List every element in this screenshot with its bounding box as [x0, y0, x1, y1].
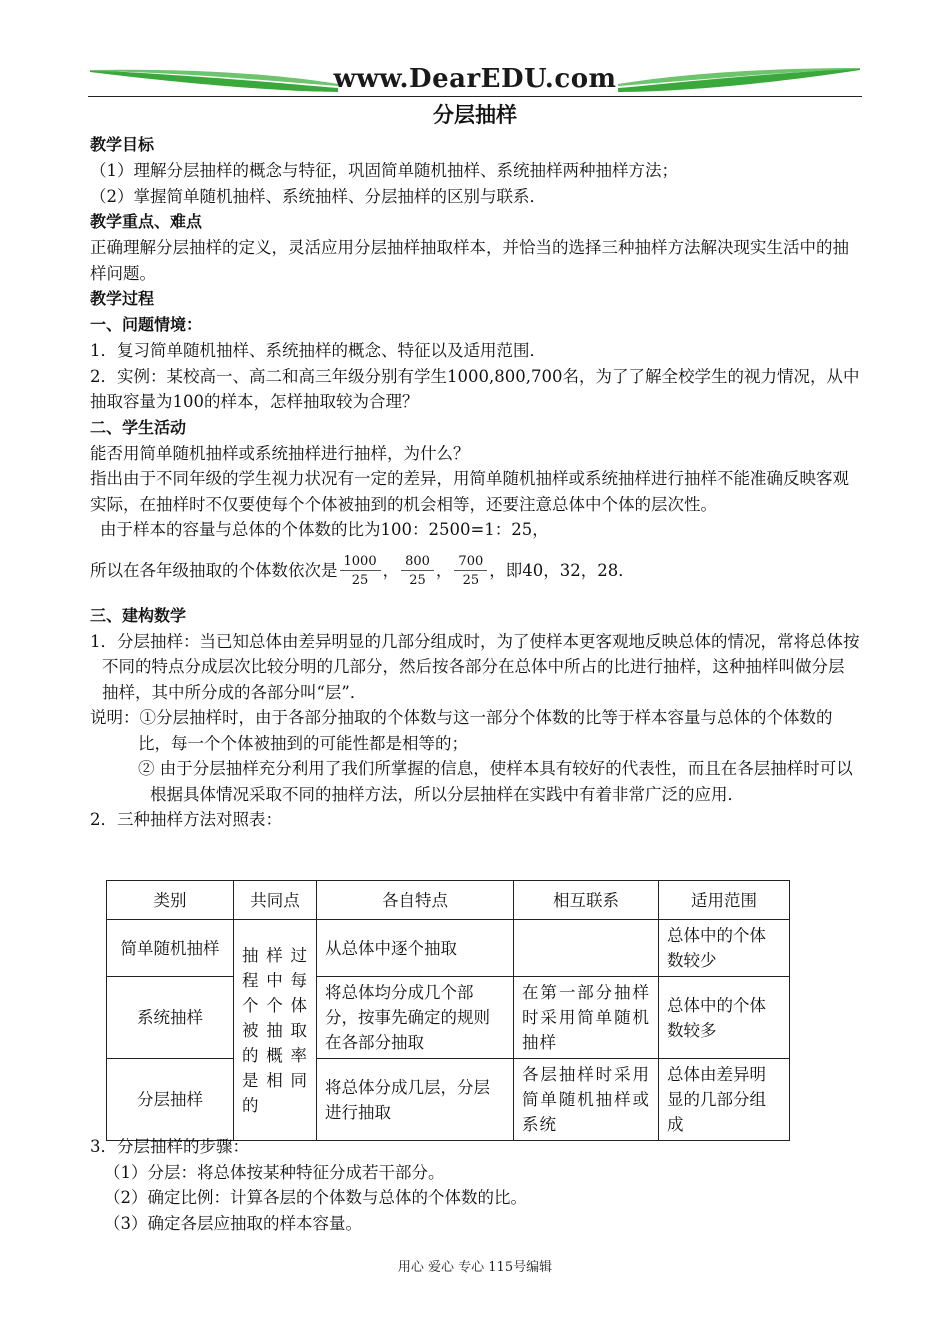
- table-header-cell: 类别: [107, 881, 234, 920]
- table-cell-scope: 总体中的个体数较少: [659, 920, 790, 977]
- part2-ratio: 由于样本的容量与总体的个体数的比为100：2500=1：25，: [100, 520, 549, 539]
- key-points-text: 正确理解分层抽样的定义，灵活应用分层抽样抽取样本，并恰当的选择三种抽样方法解决现实生活中的抽样问题。: [90, 238, 849, 283]
- fraction-numerator: 800: [401, 554, 434, 571]
- table-header-cell: 各自特点: [317, 881, 514, 920]
- fraction-prefix: 所以在各年级抽取的个体数依次是: [90, 560, 338, 580]
- part2-question: 能否用简单随机抽样或系统抽样进行抽样，为什么？: [90, 443, 470, 463]
- step-item: （2）确定比例：计算各层的个体数与总体的个体数的比。: [104, 1188, 527, 1207]
- sampling-comparison-table: [106, 880, 790, 1141]
- table-cell-feature: 将总体均分成几个部分，按事先确定的规则在各部分抽取: [317, 977, 514, 1059]
- site-header: [88, 62, 862, 96]
- table-header-cell: 相互联系: [514, 881, 659, 920]
- header-divider: [88, 96, 862, 97]
- table-intro: 2．三种抽样方法对照表：: [90, 810, 282, 829]
- part1-item: 2．实例：某校高一、高二和高三年级分别有学生1000,800,700名，为了了解全校学生的视力情况，从中抽取容量为100的样本，怎样抽取较为合理？: [90, 366, 860, 411]
- fraction-denominator: 25: [409, 572, 426, 588]
- table-cell-type: 系统抽样: [107, 977, 234, 1059]
- part2-answer: 指出由于不同年级的学生视力状况有一定的差异，用简单随机抽样或系统抽样进行抽样不能准确反映客观实际，在抽样时不仅要使每个个体被抽到的机会相等，还要注意总体中个体的层次性。: [90, 469, 849, 514]
- document-body: [90, 98, 860, 833]
- process-heading: 教学过程: [90, 289, 155, 308]
- part2-heading: 二、学生活动: [90, 417, 187, 437]
- part3-note-1: 说明：①分层抽样时，由于各部分抽取的个体数与这一部分个体数的比等于样本容量与总体的个体数的比，每一个个体被抽到的可能性都是相等的；: [90, 708, 833, 753]
- table-cell-common: 抽样过程中每个个体被抽取的概率是相同的: [234, 920, 317, 1141]
- table-cell-relation: [514, 920, 659, 977]
- page-title: 分层抽样: [433, 103, 517, 127]
- table-cell-type: 简单随机抽样: [107, 920, 234, 977]
- table-cell-scope: 总体由差异明显的几部分组成: [659, 1059, 790, 1141]
- table-cell-feature: 将总体分成几层，分层进行抽取: [317, 1059, 514, 1141]
- table-header-cell: 适用范围: [659, 881, 790, 920]
- page-footer: 用心 爱心 专心 115号编辑: [397, 1260, 553, 1275]
- step-item: （1）分层：将总体按某种特征分成若干部分。: [104, 1162, 445, 1182]
- table-row: [107, 920, 790, 977]
- table-cell-feature: 从总体中逐个抽取: [317, 920, 514, 977]
- table-header-row: [107, 881, 790, 920]
- part3-note-2: ② 由于分层抽样充分利用了我们所掌握的信息，使样本具有较好的代表性，而且在各层抽样时可以根据具体情况采取不同的抽样方法，所以分层抽样在实践中有着非常广泛的应用．: [138, 759, 853, 804]
- table-row: [107, 977, 790, 1059]
- table-cell-relation: 各层抽样时采用简单随机抽样或系统: [514, 1059, 659, 1141]
- site-logo-text[interactable]: www.DearEDU.com: [333, 64, 617, 94]
- key-points-heading: 教学重点、难点: [90, 212, 203, 231]
- part1-item: 1．复习简单随机抽样、系统抽样的概念、特征以及适用范围．: [90, 341, 546, 360]
- fraction-1000-25: [340, 554, 381, 589]
- step-item: （3）确定各层应抽取的样本容量。: [104, 1213, 362, 1233]
- fraction-700-25: [454, 554, 487, 589]
- fraction-denominator: 25: [351, 572, 369, 588]
- table-cell-relation: 在第一部分抽样时采用简单随机抽样: [514, 977, 659, 1059]
- part3-definition: 1．分层抽样：当已知总体由差异明显的几部分组成时，为了使样本更客观地反映总体的情况，常将总体按不同的特点分成层次比较分明的几部分，然后按各部分在总体中所占的比进行抽样，这种抽样叫做分层抽样，其中所分成的各部分叫“层”．: [90, 631, 860, 702]
- table-cell-type: 分层抽样: [107, 1059, 234, 1141]
- table-cell-scope: 总体中的个体数较多: [659, 977, 790, 1059]
- steps-section: [90, 1134, 860, 1236]
- part2-fraction-line: 所以在各年级抽取的个体数依次是 $\frac{1000}{25}$ ， $\frac{800}{25}$ ， $\frac{700}{25}$ ，即40，32，28．: [90, 553, 635, 588]
- fraction-numerator: 700: [454, 554, 487, 571]
- fraction-suffix: ，即40，32，28．: [489, 560, 635, 580]
- steps-heading: 3．分层抽样的步骤：: [90, 1137, 249, 1156]
- goal-item: （2）掌握简单随机抽样、系统抽样、分层抽样的区别与联系．: [90, 186, 546, 206]
- part3-heading: 三、建构数学: [90, 605, 187, 625]
- goal-item: （1）理解分层抽样的概念与特征，巩固简单随机抽样、系统抽样两种抽样方法；: [90, 161, 678, 180]
- fraction-denominator: 25: [462, 572, 480, 588]
- part1-heading: 一、问题情境：: [90, 315, 203, 334]
- table-row: [107, 1059, 790, 1141]
- fraction-numerator: 1000: [340, 554, 381, 571]
- table-header-cell: 共同点: [234, 881, 317, 920]
- fraction-800-25: [401, 554, 434, 589]
- goals-heading: 教学目标: [90, 135, 155, 154]
